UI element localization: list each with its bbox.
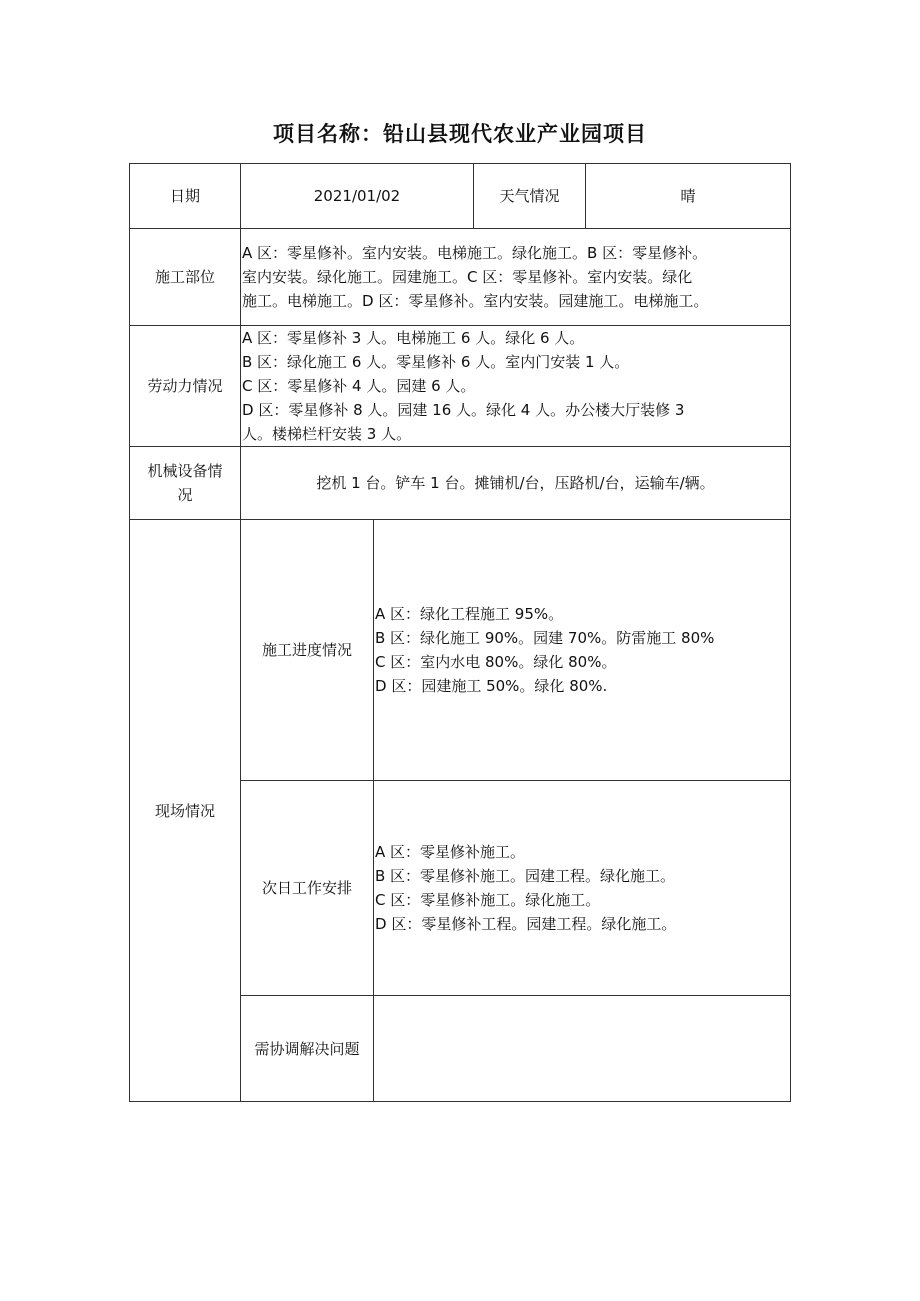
- progress-label: 施工进度情况: [241, 520, 374, 781]
- next-day-line: C 区：零星修补施工。绿化施工。: [375, 891, 601, 909]
- date-weather-row: [130, 164, 791, 229]
- weather-label: 天气情况: [474, 164, 586, 229]
- next-day-value: [374, 781, 791, 996]
- construction-site-label: 施工部位: [130, 229, 241, 326]
- labor-line: C 区：零星修补 4 人。园建 6 人。: [242, 377, 476, 395]
- labor-line: A 区：零星修补 3 人。电梯施工 6 人。绿化 6 人。: [242, 329, 585, 347]
- progress-line: C 区：室内水电 80%。绿化 80%。: [375, 653, 617, 671]
- labor-line: D 区：零星修补 8 人。园建 16 人。绿化 4 人。办公楼大厅装修 3: [242, 401, 685, 419]
- next-day-line: B 区：零星修补施工。园建工程。绿化施工。: [375, 867, 676, 885]
- construction-site-line: 室内安装。绿化施工。园建施工。C 区：零星修补。室内安装。绿化: [242, 268, 693, 286]
- page-title: 项目名称：铅山县现代农业产业园项目: [273, 122, 647, 146]
- weather-value: 晴: [586, 164, 791, 229]
- next-day-label: 次日工作安排: [241, 781, 374, 996]
- date-value: 2021/01/02: [241, 164, 474, 229]
- progress-line: A 区：绿化工程施工 95%。: [375, 605, 564, 623]
- progress-line: D 区：园建施工 50%。绿化 80%.: [375, 677, 608, 695]
- equipment-label-line: 况: [177, 486, 193, 504]
- equipment-value: 挖机 1 台。铲车 1 台。摊铺机/台，压路机/台，运输车/辆。: [241, 447, 791, 520]
- issues-value: [374, 996, 791, 1102]
- progress-value: [374, 520, 791, 781]
- progress-row: [130, 520, 791, 781]
- issues-label: 需协调解决问题: [241, 996, 374, 1102]
- construction-site-line: A 区：零星修补。室内安装。电梯施工。绿化施工。B 区：零星修补。: [242, 244, 708, 262]
- next-day-line: A 区：零星修补施工。: [375, 843, 526, 861]
- equipment-row: [130, 447, 791, 520]
- construction-site-value: [241, 229, 791, 326]
- site-label: 现场情况: [130, 520, 241, 1102]
- equipment-label-line: 机械设备情: [147, 462, 223, 480]
- labor-value: [241, 326, 791, 447]
- labor-line: B 区：绿化施工 6 人。零星修补 6 人。室内门安装 1 人。: [242, 353, 630, 371]
- equipment-label: [130, 447, 241, 520]
- progress-line: B 区：绿化施工 90%。园建 70%。防雷施工 80%: [375, 629, 715, 647]
- construction-site-row: [130, 229, 791, 326]
- date-label: 日期: [130, 164, 241, 229]
- construction-site-line: 施工。电梯施工。D 区：零星修补。室内安装。园建施工。电梯施工。: [242, 292, 709, 310]
- labor-line: 人。楼梯栏杆安装 3 人。: [242, 425, 412, 443]
- next-day-line: D 区：零星修补工程。园建工程。绿化施工。: [375, 915, 677, 933]
- construction-log-table: [129, 163, 791, 1102]
- labor-row: [130, 326, 791, 447]
- labor-label: 劳动力情况: [130, 326, 241, 447]
